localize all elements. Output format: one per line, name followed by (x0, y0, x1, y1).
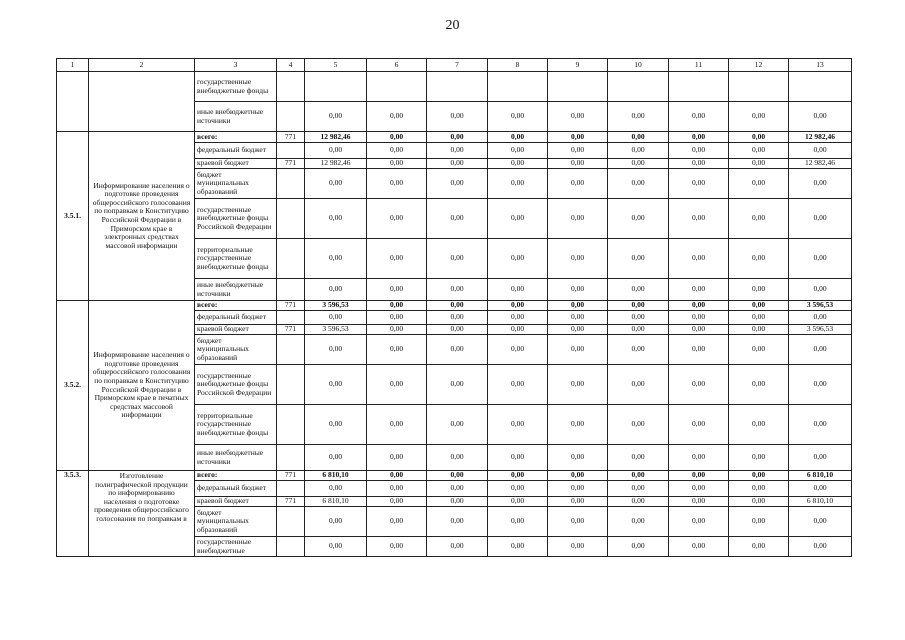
item-number-cell: 3.5.3. (57, 471, 89, 557)
amount-cell: 12 982,46 (305, 132, 367, 143)
amount-cell: 0,00 (367, 301, 427, 311)
column-number: 4 (277, 59, 305, 72)
amount-cell: 0,00 (305, 279, 367, 301)
amount-cell: 0,00 (608, 335, 669, 365)
amount-cell: 0,00 (729, 507, 789, 537)
amount-cell: 0,00 (669, 199, 729, 239)
funding-source-cell: федеральный бюджет (195, 481, 277, 497)
amount-cell (305, 72, 367, 102)
amount-cell: 0,00 (729, 365, 789, 405)
amount-cell: 0,00 (729, 159, 789, 169)
amount-cell: 0,00 (488, 169, 548, 199)
amount-cell: 0,00 (548, 143, 608, 159)
amount-cell: 0,00 (669, 102, 729, 132)
amount-cell: 0,00 (367, 325, 427, 335)
amount-cell: 0,00 (789, 279, 852, 301)
amount-cell: 0,00 (729, 301, 789, 311)
code-cell: 771 (277, 159, 305, 169)
amount-cell: 0,00 (789, 169, 852, 199)
funding-source-cell: государственные внебюджетные фонды Российской Федерации (195, 365, 277, 405)
amount-cell: 0,00 (548, 279, 608, 301)
code-cell (277, 507, 305, 537)
amount-cell: 0,00 (608, 239, 669, 279)
code-cell: 771 (277, 471, 305, 481)
amount-cell: 0,00 (729, 445, 789, 471)
amount-cell: 0,00 (669, 239, 729, 279)
amount-cell: 0,00 (548, 335, 608, 365)
column-number-row (57, 59, 852, 72)
table-row (57, 132, 852, 143)
amount-cell: 0,00 (305, 102, 367, 132)
amount-cell: 0,00 (548, 311, 608, 325)
amount-cell: 0,00 (669, 301, 729, 311)
amount-cell: 6 810,10 (789, 471, 852, 481)
amount-cell (548, 72, 608, 102)
amount-cell: 0,00 (488, 279, 548, 301)
amount-cell: 0,00 (608, 445, 669, 471)
amount-cell: 0,00 (729, 199, 789, 239)
code-cell (277, 311, 305, 325)
amount-cell: 0,00 (548, 365, 608, 405)
amount-cell: 0,00 (305, 481, 367, 497)
code-cell (277, 445, 305, 471)
column-number: 1 (57, 59, 89, 72)
amount-cell: 0,00 (789, 335, 852, 365)
amount-cell: 0,00 (305, 143, 367, 159)
amount-cell: 3 596,53 (305, 301, 367, 311)
amount-cell: 0,00 (427, 325, 488, 335)
amount-cell: 0,00 (305, 311, 367, 325)
amount-cell: 0,00 (488, 335, 548, 365)
amount-cell: 0,00 (789, 481, 852, 497)
amount-cell: 0,00 (488, 301, 548, 311)
amount-cell: 0,00 (548, 239, 608, 279)
amount-cell: 0,00 (488, 325, 548, 335)
code-cell (277, 199, 305, 239)
amount-cell: 0,00 (488, 537, 548, 557)
amount-cell (427, 72, 488, 102)
amount-cell: 0,00 (367, 365, 427, 405)
amount-cell: 0,00 (669, 405, 729, 445)
amount-cell: 0,00 (548, 301, 608, 311)
amount-cell: 0,00 (729, 405, 789, 445)
amount-cell: 0,00 (367, 445, 427, 471)
amount-cell: 3 596,53 (305, 325, 367, 335)
funding-source-cell: бюджет муниципальных образований (195, 507, 277, 537)
amount-cell: 0,00 (305, 365, 367, 405)
amount-cell: 0,00 (669, 507, 729, 537)
amount-cell: 0,00 (367, 169, 427, 199)
amount-cell: 0,00 (608, 159, 669, 169)
funding-source-cell: иные внебюджетные источники (195, 445, 277, 471)
amount-cell: 0,00 (427, 159, 488, 169)
amount-cell: 0,00 (729, 143, 789, 159)
amount-cell: 0,00 (427, 507, 488, 537)
amount-cell: 0,00 (669, 143, 729, 159)
amount-cell: 0,00 (729, 537, 789, 557)
amount-cell: 0,00 (488, 365, 548, 405)
amount-cell (729, 72, 789, 102)
code-cell (277, 143, 305, 159)
amount-cell: 0,00 (488, 405, 548, 445)
item-name-cell (89, 72, 195, 132)
amount-cell: 0,00 (427, 405, 488, 445)
funding-source-cell: всего: (195, 301, 277, 311)
column-number: 12 (729, 59, 789, 72)
amount-cell: 0,00 (729, 169, 789, 199)
amount-cell: 0,00 (669, 169, 729, 199)
amount-cell: 0,00 (427, 132, 488, 143)
amount-cell (608, 72, 669, 102)
column-number: 9 (548, 59, 608, 72)
amount-cell: 0,00 (669, 279, 729, 301)
amount-cell: 0,00 (548, 159, 608, 169)
code-cell: 771 (277, 301, 305, 311)
amount-cell (669, 72, 729, 102)
funding-source-cell: государственные внебюджетные фонды (195, 72, 277, 102)
column-number: 7 (427, 59, 488, 72)
amount-cell: 0,00 (488, 239, 548, 279)
code-cell (277, 481, 305, 497)
amount-cell: 12 982,46 (789, 159, 852, 169)
amount-cell: 0,00 (789, 143, 852, 159)
code-cell (277, 72, 305, 102)
amount-cell: 0,00 (367, 199, 427, 239)
amount-cell: 0,00 (608, 405, 669, 445)
amount-cell: 0,00 (427, 102, 488, 132)
amount-cell: 0,00 (488, 481, 548, 497)
amount-cell: 0,00 (488, 471, 548, 481)
amount-cell: 0,00 (789, 199, 852, 239)
amount-cell: 0,00 (548, 481, 608, 497)
budget-table (56, 58, 852, 557)
amount-cell: 0,00 (789, 405, 852, 445)
funding-source-cell: всего: (195, 132, 277, 143)
amount-cell: 0,00 (548, 102, 608, 132)
amount-cell: 0,00 (669, 365, 729, 405)
amount-cell: 0,00 (608, 325, 669, 335)
amount-cell: 0,00 (729, 311, 789, 325)
amount-cell: 0,00 (608, 301, 669, 311)
code-cell: 771 (277, 325, 305, 335)
amount-cell: 0,00 (729, 471, 789, 481)
code-cell (277, 169, 305, 199)
amount-cell: 0,00 (669, 481, 729, 497)
amount-cell: 6 810,10 (305, 471, 367, 481)
table-row (57, 471, 852, 481)
amount-cell: 0,00 (367, 102, 427, 132)
amount-cell: 0,00 (427, 169, 488, 199)
amount-cell: 0,00 (367, 311, 427, 325)
amount-cell: 0,00 (488, 199, 548, 239)
code-cell (277, 239, 305, 279)
amount-cell: 3 596,53 (789, 301, 852, 311)
code-cell (277, 279, 305, 301)
amount-cell: 0,00 (729, 325, 789, 335)
amount-cell: 12 982,46 (305, 159, 367, 169)
item-number-cell: 3.5.1. (57, 132, 89, 301)
column-number: 5 (305, 59, 367, 72)
amount-cell: 0,00 (548, 497, 608, 507)
code-cell (277, 365, 305, 405)
code-cell (277, 537, 305, 557)
code-cell (277, 405, 305, 445)
amount-cell: 0,00 (367, 405, 427, 445)
column-number: 6 (367, 59, 427, 72)
funding-source-cell: государственные внебюджетные (195, 537, 277, 557)
amount-cell: 0,00 (548, 169, 608, 199)
amount-cell: 0,00 (789, 445, 852, 471)
amount-cell: 0,00 (548, 507, 608, 537)
item-name-cell: Изготовление полиграфической продукции по информированию населения о подготовке проведения общероссийского голосования по поправкам в (89, 471, 195, 557)
amount-cell: 0,00 (548, 405, 608, 445)
table-row (57, 72, 852, 102)
amount-cell: 0,00 (367, 335, 427, 365)
amount-cell: 0,00 (789, 239, 852, 279)
amount-cell: 6 810,10 (305, 497, 367, 507)
funding-source-cell: бюджет муниципальных образований (195, 335, 277, 365)
item-number-cell (57, 72, 89, 132)
column-number: 3 (195, 59, 277, 72)
funding-source-cell: всего: (195, 471, 277, 481)
amount-cell: 0,00 (427, 445, 488, 471)
amount-cell (488, 72, 548, 102)
amount-cell: 0,00 (427, 497, 488, 507)
amount-cell: 0,00 (305, 335, 367, 365)
amount-cell: 0,00 (305, 169, 367, 199)
amount-cell: 0,00 (548, 445, 608, 471)
amount-cell: 0,00 (729, 132, 789, 143)
amount-cell: 0,00 (427, 239, 488, 279)
amount-cell: 0,00 (669, 471, 729, 481)
amount-cell: 0,00 (367, 132, 427, 143)
amount-cell: 0,00 (548, 537, 608, 557)
column-number: 11 (669, 59, 729, 72)
funding-source-cell: федеральный бюджет (195, 143, 277, 159)
amount-cell: 0,00 (608, 102, 669, 132)
amount-cell: 0,00 (608, 169, 669, 199)
amount-cell: 0,00 (305, 239, 367, 279)
amount-cell: 0,00 (789, 311, 852, 325)
amount-cell: 6 810,10 (789, 497, 852, 507)
amount-cell: 0,00 (427, 279, 488, 301)
amount-cell: 0,00 (548, 325, 608, 335)
amount-cell: 0,00 (427, 311, 488, 325)
amount-cell: 0,00 (608, 481, 669, 497)
amount-cell: 0,00 (367, 471, 427, 481)
amount-cell (789, 72, 852, 102)
amount-cell: 0,00 (669, 132, 729, 143)
amount-cell: 0,00 (608, 199, 669, 239)
amount-cell: 0,00 (488, 102, 548, 132)
amount-cell: 0,00 (789, 102, 852, 132)
amount-cell: 0,00 (669, 445, 729, 471)
amount-cell: 0,00 (427, 143, 488, 159)
amount-cell: 0,00 (729, 335, 789, 365)
amount-cell: 0,00 (608, 132, 669, 143)
amount-cell: 0,00 (789, 507, 852, 537)
amount-cell: 0,00 (608, 471, 669, 481)
item-number-cell: 3.5.2. (57, 301, 89, 471)
amount-cell: 0,00 (608, 143, 669, 159)
amount-cell: 0,00 (367, 159, 427, 169)
code-cell: 771 (277, 132, 305, 143)
amount-cell: 12 982,46 (789, 132, 852, 143)
funding-source-cell: государственные внебюджетные фонды Российской Федерации (195, 199, 277, 239)
amount-cell: 0,00 (305, 405, 367, 445)
funding-source-cell: территориальные государственные внебюджетные фонды (195, 239, 277, 279)
column-number: 10 (608, 59, 669, 72)
amount-cell: 0,00 (488, 445, 548, 471)
amount-cell: 0,00 (367, 497, 427, 507)
amount-cell: 0,00 (427, 537, 488, 557)
column-number: 8 (488, 59, 548, 72)
amount-cell: 0,00 (427, 335, 488, 365)
amount-cell: 3 596,53 (789, 325, 852, 335)
funding-source-cell: территориальные государственные внебюджетные фонды (195, 405, 277, 445)
amount-cell: 0,00 (488, 143, 548, 159)
code-cell (277, 102, 305, 132)
amount-cell: 0,00 (488, 132, 548, 143)
amount-cell: 0,00 (608, 279, 669, 301)
funding-source-cell: краевой бюджет (195, 497, 277, 507)
item-name-cell: Информирование населения о подготовке проведения общероссийского голосования по поправкам в Конституцию Российской Федерации в Приморском крае в печатных средствах массовой информации (89, 301, 195, 471)
amount-cell: 0,00 (488, 507, 548, 537)
funding-source-cell: краевой бюджет (195, 325, 277, 335)
amount-cell: 0,00 (367, 279, 427, 301)
amount-cell: 0,00 (427, 301, 488, 311)
amount-cell: 0,00 (729, 481, 789, 497)
amount-cell: 0,00 (608, 507, 669, 537)
amount-cell: 0,00 (427, 471, 488, 481)
amount-cell: 0,00 (608, 365, 669, 405)
amount-cell: 0,00 (305, 537, 367, 557)
amount-cell: 0,00 (367, 239, 427, 279)
amount-cell: 0,00 (548, 199, 608, 239)
amount-cell: 0,00 (789, 537, 852, 557)
amount-cell: 0,00 (729, 497, 789, 507)
amount-cell: 0,00 (367, 481, 427, 497)
amount-cell: 0,00 (729, 279, 789, 301)
funding-source-cell: краевой бюджет (195, 159, 277, 169)
amount-cell: 0,00 (669, 311, 729, 325)
amount-cell: 0,00 (367, 143, 427, 159)
amount-cell: 0,00 (608, 311, 669, 325)
amount-cell: 0,00 (305, 507, 367, 537)
amount-cell: 0,00 (548, 132, 608, 143)
amount-cell: 0,00 (548, 471, 608, 481)
amount-cell: 0,00 (427, 199, 488, 239)
table-row (57, 301, 852, 311)
amount-cell: 0,00 (669, 335, 729, 365)
amount-cell: 0,00 (608, 537, 669, 557)
amount-cell: 0,00 (669, 159, 729, 169)
funding-source-cell: бюджет муниципальных образований (195, 169, 277, 199)
amount-cell: 0,00 (669, 325, 729, 335)
amount-cell: 0,00 (427, 481, 488, 497)
amount-cell: 0,00 (305, 445, 367, 471)
column-number: 13 (789, 59, 852, 72)
amount-cell: 0,00 (729, 239, 789, 279)
amount-cell: 0,00 (427, 365, 488, 405)
funding-source-cell: иные внебюджетные источники (195, 279, 277, 301)
column-number: 2 (89, 59, 195, 72)
code-cell: 771 (277, 497, 305, 507)
amount-cell: 0,00 (789, 365, 852, 405)
amount-cell: 0,00 (488, 159, 548, 169)
funding-source-cell: иные внебюджетные источники (195, 102, 277, 132)
amount-cell: 0,00 (729, 102, 789, 132)
amount-cell: 0,00 (488, 311, 548, 325)
item-name-cell: Информирование населения о подготовке проведения общероссийского голосования по поправкам в Конституцию Российской Федерации в Приморском крае в электронных средствах массовой информации (89, 132, 195, 301)
page-number: 20 (445, 18, 460, 33)
amount-cell: 0,00 (367, 537, 427, 557)
amount-cell: 0,00 (488, 497, 548, 507)
amount-cell: 0,00 (367, 507, 427, 537)
amount-cell: 0,00 (608, 497, 669, 507)
amount-cell: 0,00 (305, 199, 367, 239)
amount-cell (367, 72, 427, 102)
amount-cell: 0,00 (669, 497, 729, 507)
funding-source-cell: федеральный бюджет (195, 311, 277, 325)
code-cell (277, 335, 305, 365)
amount-cell: 0,00 (669, 537, 729, 557)
